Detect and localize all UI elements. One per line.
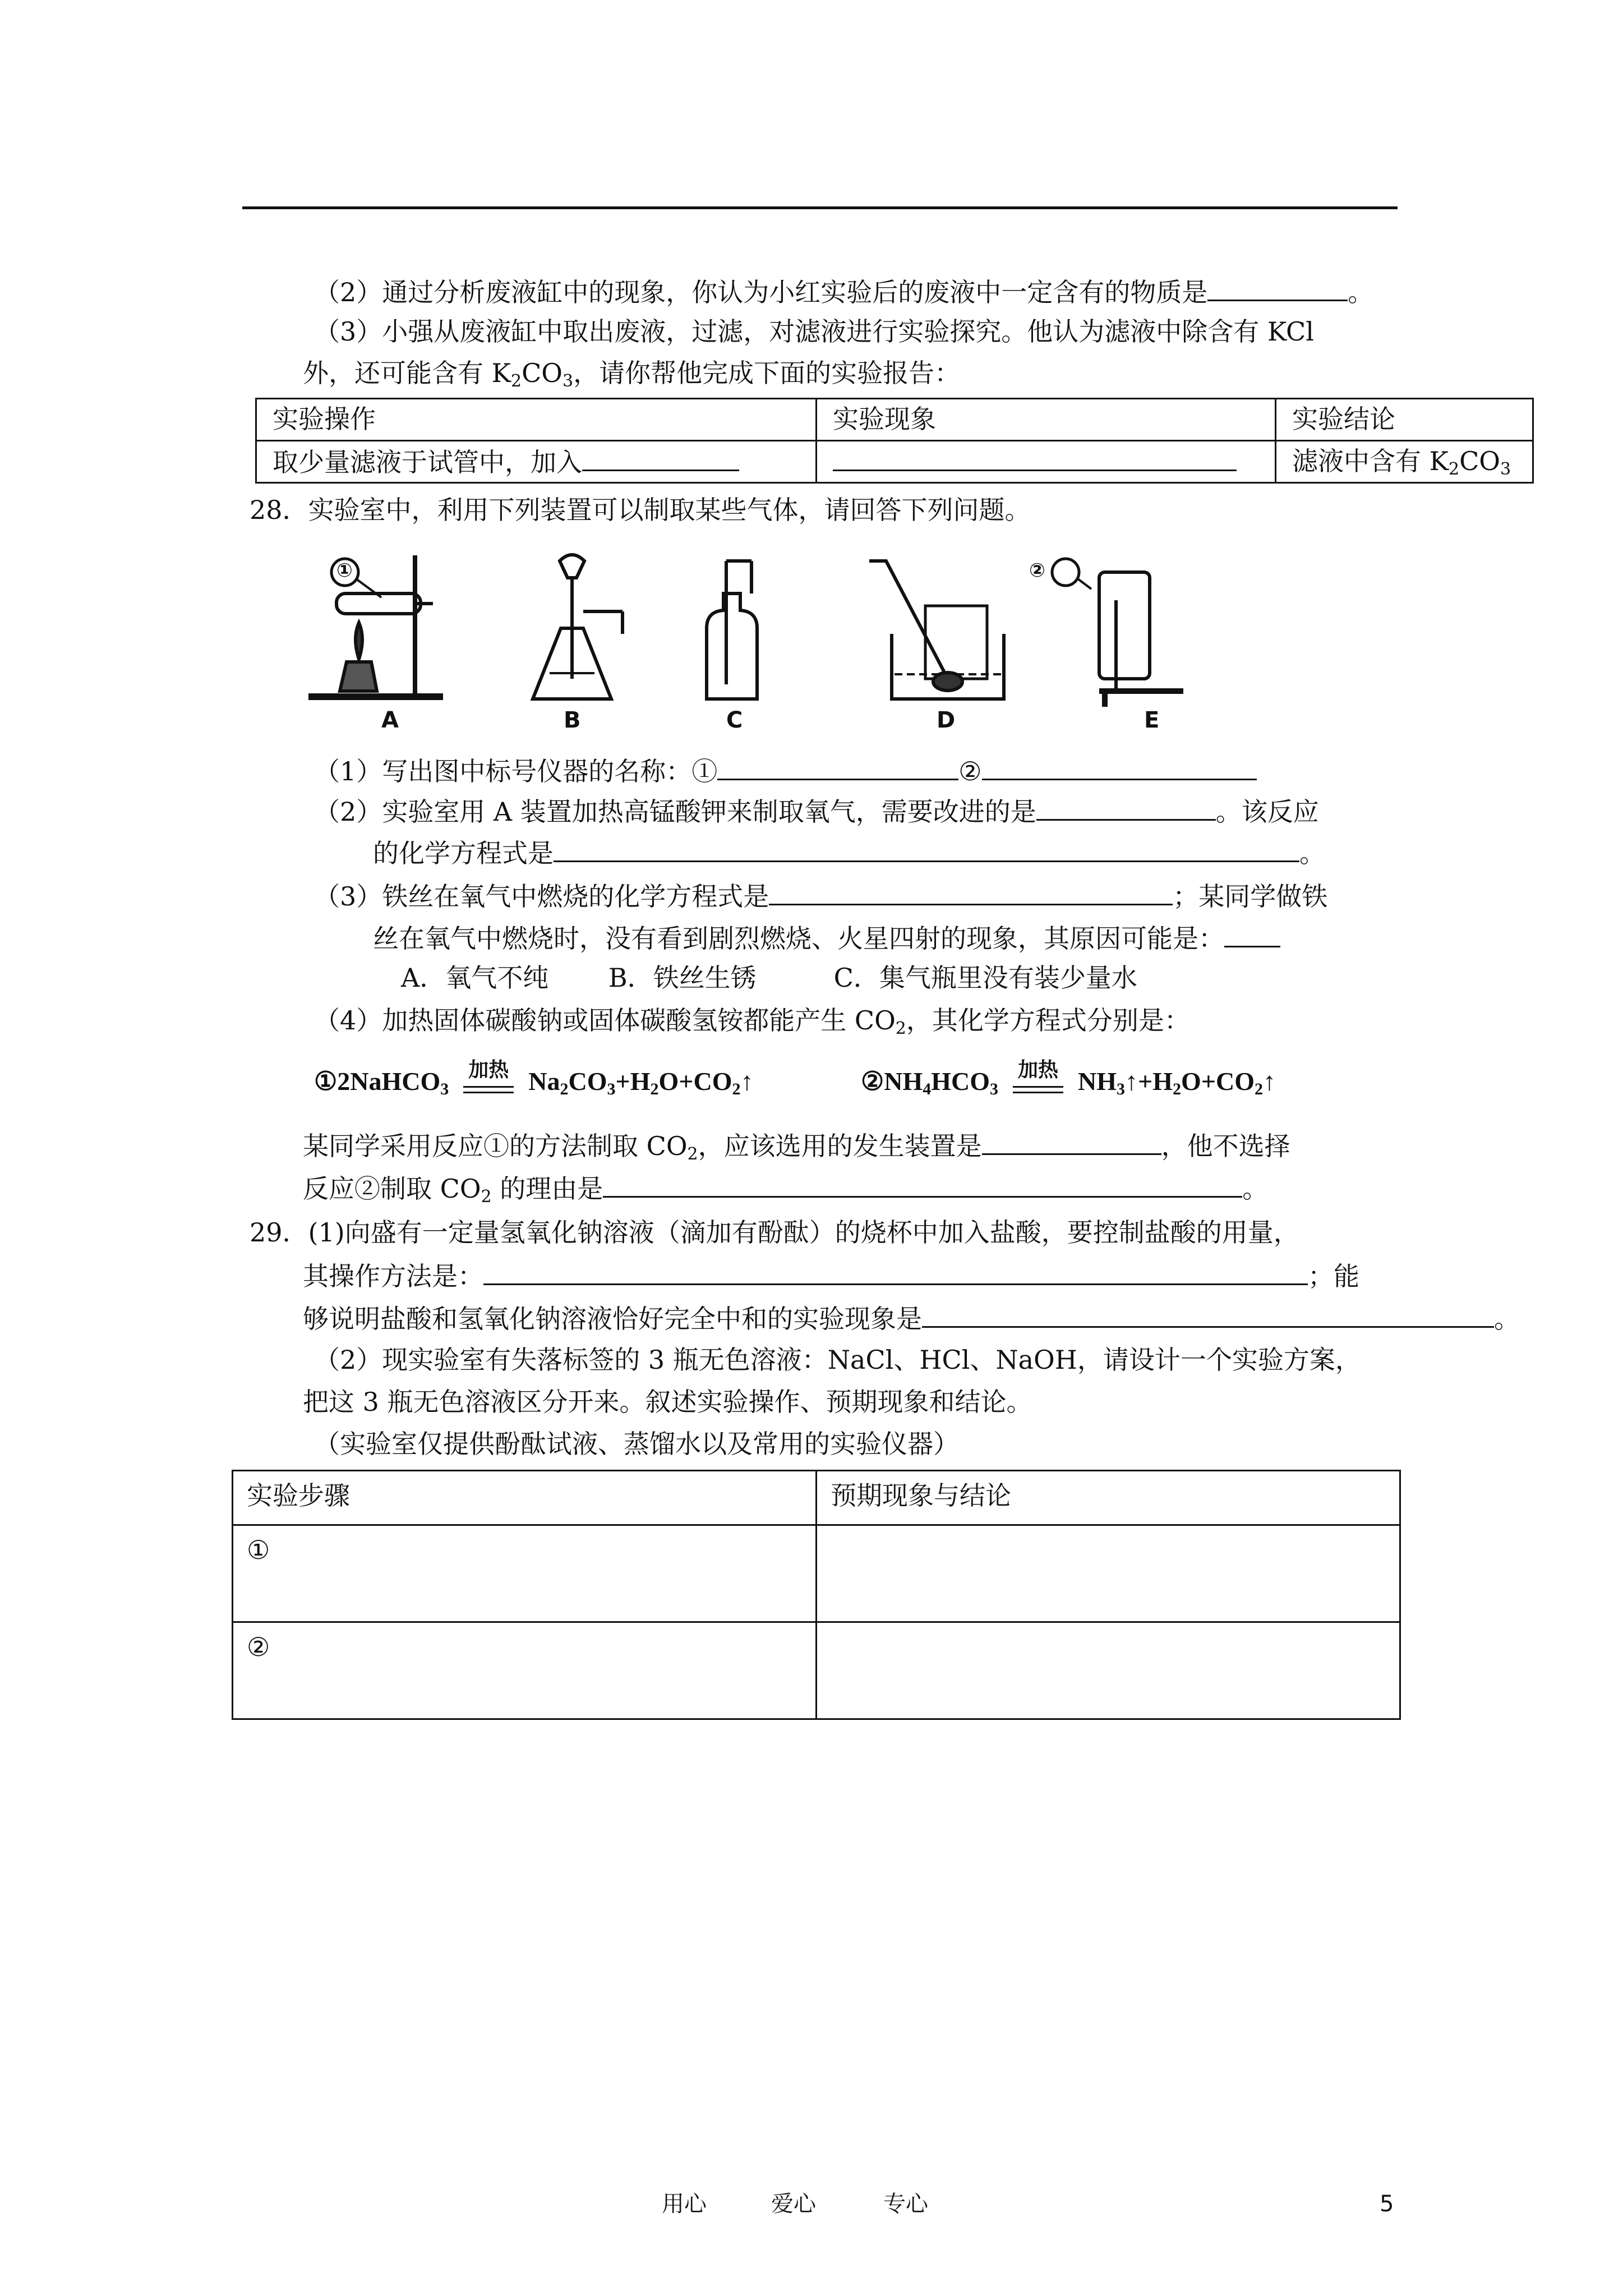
plan-header-steps: 实验步骤: [233, 1471, 817, 1525]
q28-reason-blank[interactable]: [1224, 920, 1280, 947]
q29-plan-table: [232, 1470, 1401, 1720]
footer-text-1: 用心: [662, 2191, 707, 2217]
equation-2: $②NH_4HCO_3$ 加热 $NH_3↑+H_2O+CO_2↑$: [861, 1065, 1276, 1101]
q27-part2: （2）通过分析废液缸中的现象，你认为小红实验后的废液中一定含有的物质是 。: [314, 274, 1373, 310]
q28-improve-blank[interactable]: [1036, 793, 1216, 821]
q28-options: A．氧气不纯 B．铁丝生锈 C．集气瓶里没有装少量水: [401, 963, 1137, 993]
report-cell-conclusion: 滤液中含有 $K_2CO_3$: [1276, 441, 1533, 483]
apparatus-label-a: A: [381, 707, 399, 733]
q29-phenomenon-blank[interactable]: [922, 1300, 1494, 1328]
q28-part2-line1: （2）实验室用 A 装置加热高锰酸钾来制取氧气，需要改进的是 。该反应: [314, 793, 1319, 829]
apparatus-label-d: D: [937, 707, 956, 733]
q29-part2-line1: （2）现实验室有失落标签的 3 瓶无色溶液：NaCl、HCl、NaOH，请设计一个实验方案，: [314, 1345, 1361, 1375]
q27-part2-blank[interactable]: [1207, 274, 1348, 301]
report-header-conclusion: 实验结论: [1276, 399, 1533, 441]
apparatus-d-drawing: [869, 561, 1004, 699]
apparatus-label-b: B: [564, 707, 581, 733]
page-number: 5: [1380, 2191, 1394, 2217]
q28-part1: （1）写出图中标号仪器的名称：① ②: [314, 753, 1257, 789]
q28-part5-line2: 反应②制取 $CO_2$ 的理由是 。: [303, 1170, 1268, 1206]
plan-step-2[interactable]: ②: [233, 1622, 817, 1719]
apparatus-marker-2: ②: [1029, 559, 1045, 582]
apparatus-c-drawing: [707, 561, 757, 699]
report-cell-phenomenon: [817, 441, 1276, 483]
equation-1: ①2NaHCO$_3$ 加热 $Na_2CO_3+H_2O+CO_2↑$: [314, 1065, 753, 1101]
q28-part2-line2: 的化学方程式是 。: [373, 835, 1325, 871]
apparatus-e-drawing: [1052, 559, 1183, 707]
footer-text-3: 专心: [883, 2191, 928, 2217]
q27-part3-line1: （3）小强从废液缸中取出废液，过滤，对滤液进行实验探究。他认为滤液中除含有 KCl: [314, 316, 1314, 347]
equation-2-condition: 加热: [1013, 1067, 1063, 1101]
q27-report-table: [255, 398, 1534, 484]
report-cell-operation: 取少量滤液于试管中，加入: [256, 441, 817, 483]
plan-expected-1[interactable]: [817, 1525, 1400, 1622]
q28-part3-line1: （3）铁丝在氧气中燃烧的化学方程式是 ；某同学做铁: [314, 878, 1327, 914]
q28-blank-2[interactable]: [982, 753, 1257, 780]
footer-text-2: 爱心: [771, 2191, 816, 2217]
q28-device-blank[interactable]: [982, 1128, 1161, 1155]
q29-part1-line3: 够说明盐酸和氢氧化钠溶液恰好完全中和的实验现象是 。: [303, 1300, 1520, 1336]
q29-method-blank[interactable]: [483, 1258, 1308, 1285]
apparatus-label-e: E: [1144, 707, 1160, 733]
q28-iron-equation-blank[interactable]: [769, 878, 1173, 905]
q29-part1-line2: 其操作方法是： ；能: [303, 1258, 1359, 1294]
q28-part3-line2: 丝在氧气中燃烧时，没有看到剧烈燃烧、火星四射的现象，其原因可能是：: [373, 920, 1280, 956]
q28-blank-1[interactable]: [717, 753, 958, 780]
report-header-operation: 实验操作: [256, 399, 817, 441]
q29-part2-line3: （实验室仅提供酚酞试液、蒸馏水以及常用的实验仪器）: [314, 1429, 959, 1459]
apparatus-figure: [303, 544, 1256, 735]
q28-equation-blank[interactable]: [554, 835, 1299, 862]
q28-part4: （4）加热固体碳酸钠或固体碳酸氢铵都能产生 $CO_2$，其化学方程式分别是：: [314, 1005, 1190, 1038]
q28-part5-line1: 某同学采用反应①的方法制取 $CO_2$，应该选用的发生装置是 ，他不选择: [303, 1128, 1290, 1163]
q28-reason2-blank[interactable]: [603, 1170, 1242, 1198]
apparatus-label-c: C: [726, 707, 743, 733]
report-operation-blank[interactable]: [582, 444, 739, 471]
plan-expected-2[interactable]: [817, 1622, 1400, 1719]
plan-header-expected: 预期现象与结论: [817, 1471, 1400, 1525]
apparatus-marker-1: ①: [336, 559, 353, 582]
plan-step-1[interactable]: ①: [233, 1525, 817, 1622]
apparatus-a-drawing: [308, 555, 443, 697]
header-rule: [242, 206, 1398, 209]
q29-part2-line2: 把这 3 瓶无色溶液区分开来。叙述实验操作、预期现象和结论。: [303, 1387, 1032, 1417]
q28-stem: 28．实验室中，利用下列装置可以制取某些气体，请回答下列问题。: [250, 495, 1031, 525]
report-phenomenon-blank[interactable]: [833, 444, 1237, 471]
equation-1-condition: 加热: [463, 1067, 514, 1101]
q27-part3-line2: 外，还可能含有 $K_2CO_3$，请你帮他完成下面的实验报告：: [303, 358, 961, 391]
apparatus-b-drawing: [533, 555, 623, 699]
q29-part1-line1: 29．(1)向盛有一定量氢氧化钠溶液（滴加有酚酞）的烧杯中加入盐酸，要控制盐酸的用量，: [250, 1217, 1299, 1248]
report-header-phenomenon: 实验现象: [817, 399, 1276, 441]
